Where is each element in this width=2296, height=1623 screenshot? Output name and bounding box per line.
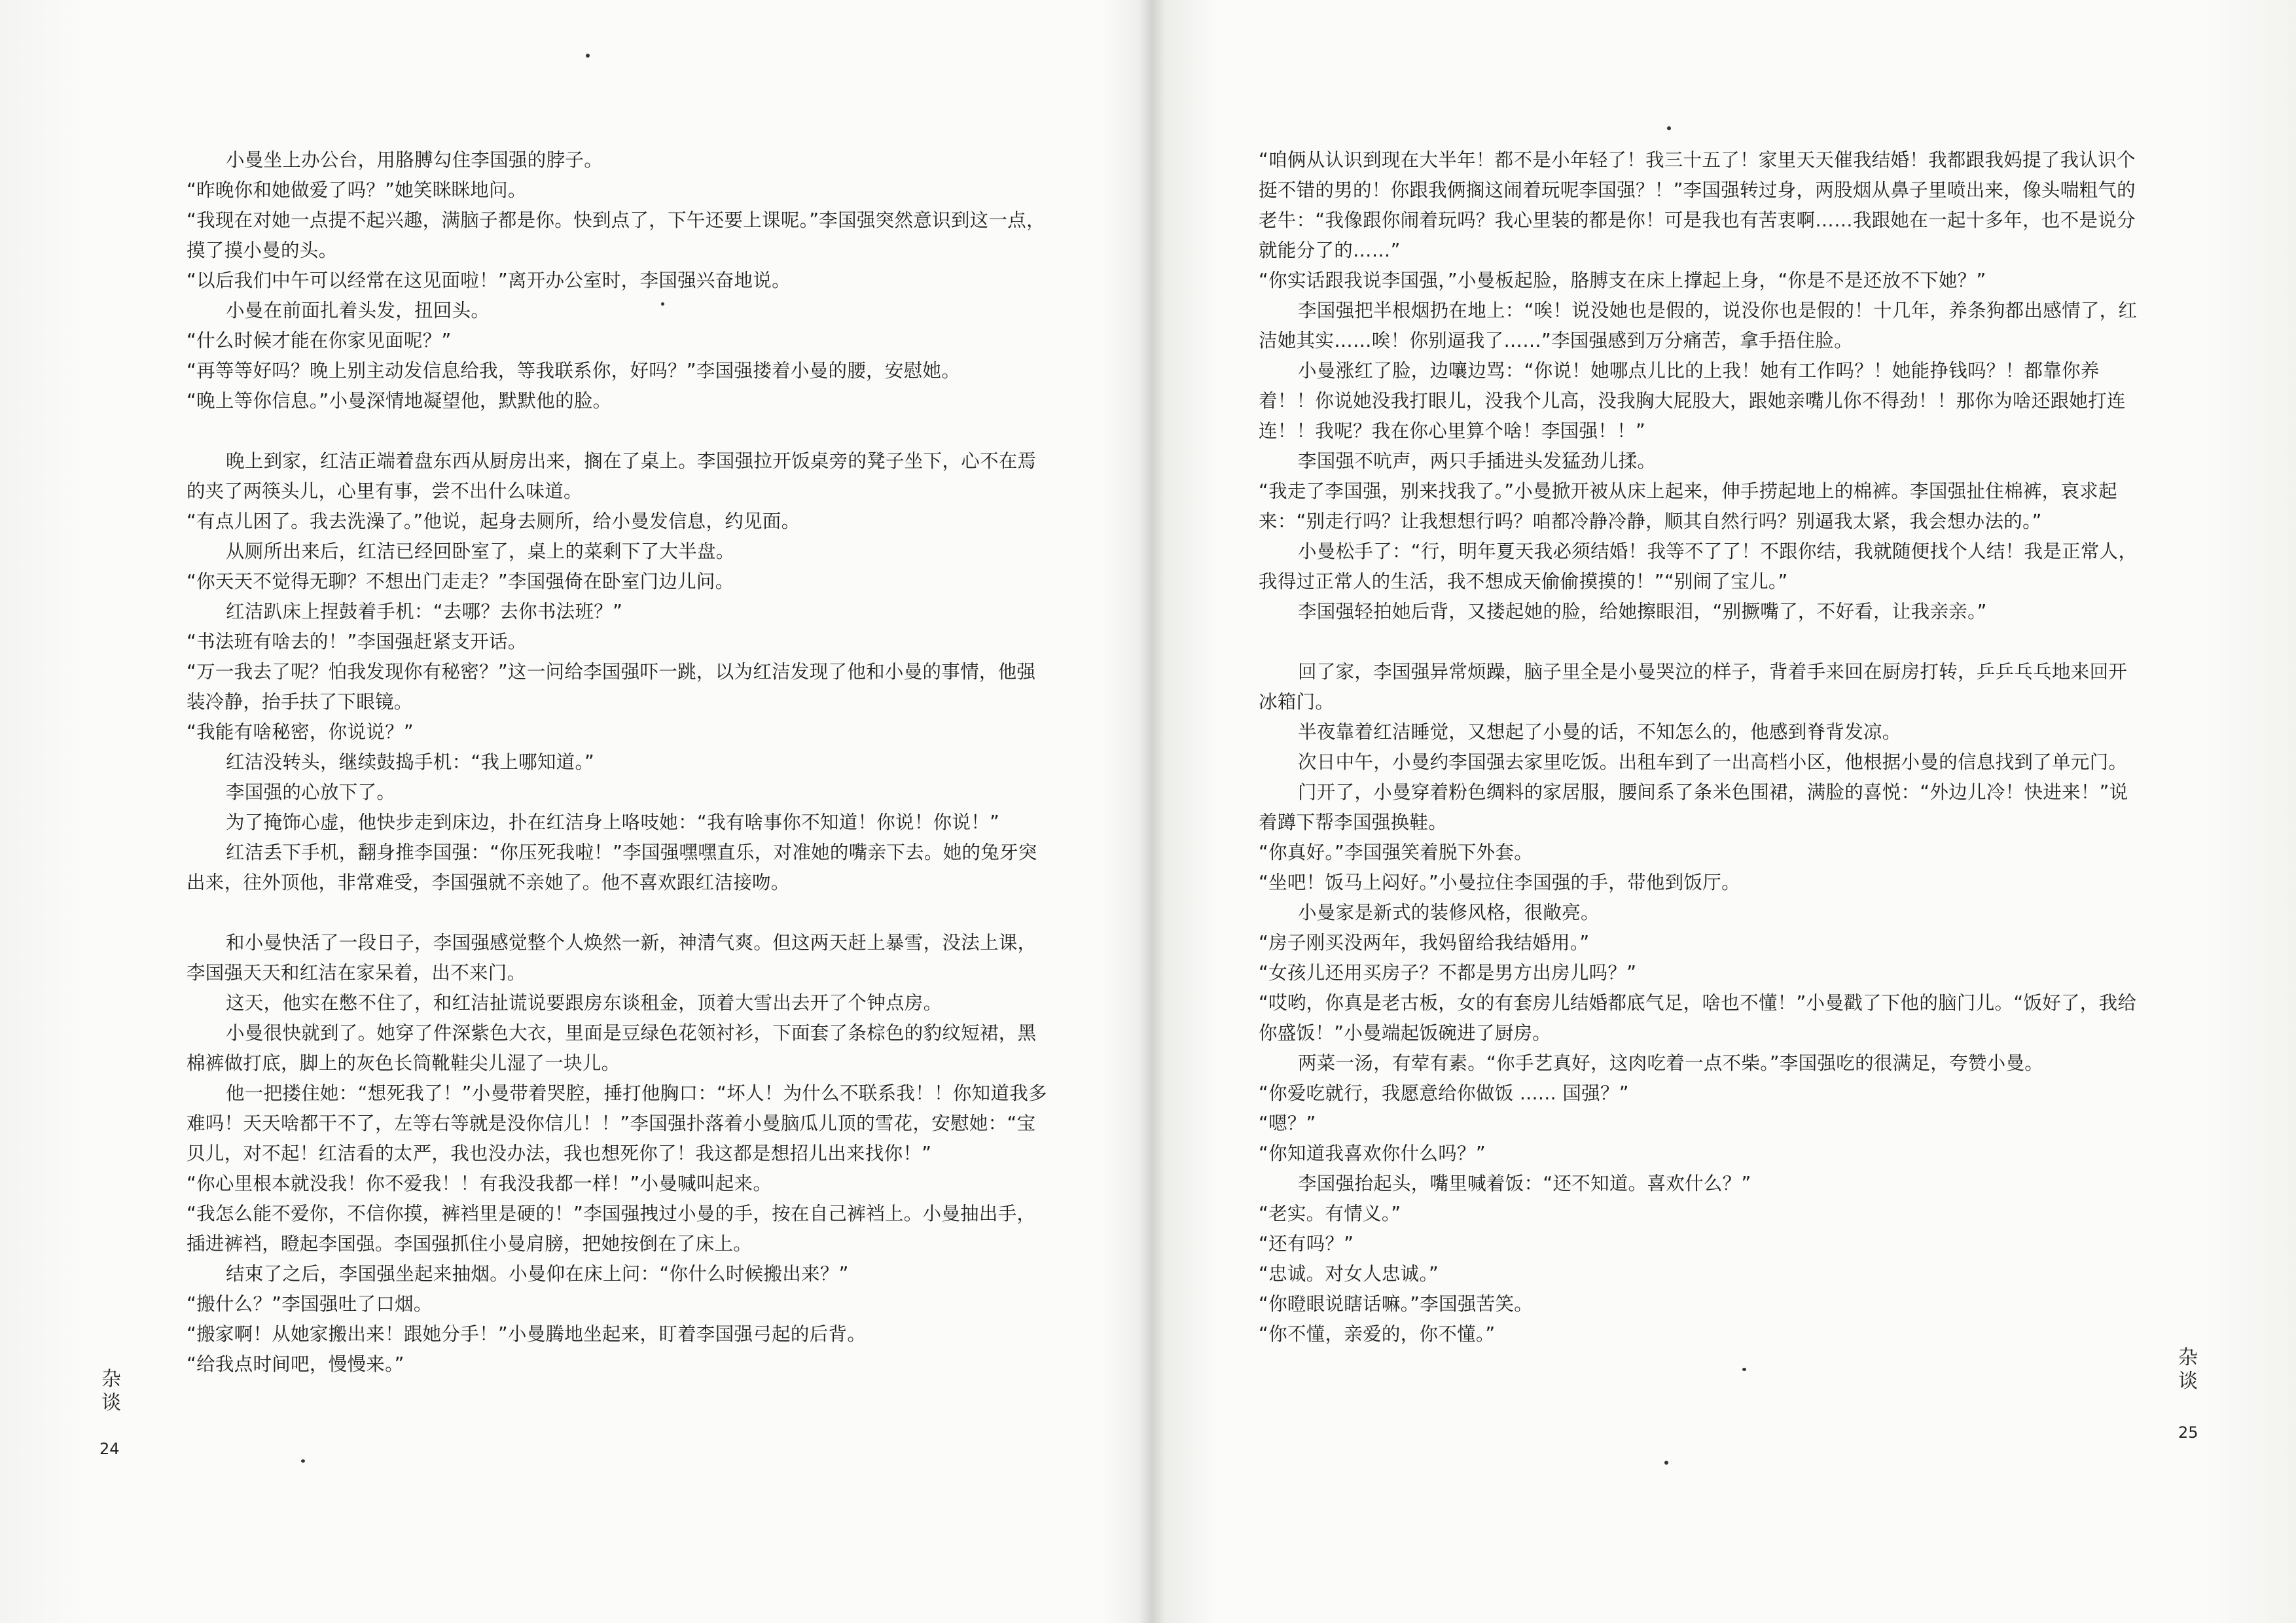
paragraph: “咱俩从认识到现在大半年！都不是小年轻了！我三十五了！家里天天催我结婚！我都跟我妈提了我认识个挺不错的男的！你跟我俩搁这闹着玩呢李国强？！”李国强转过身，两股烟从鼻子里喷出来，像头喘粗气的老牛：“我像跟你闹着玩吗？我心里装的都是你！可是我也有苦衷啊……我跟她在一起十多年，也不是说分就能分了的……” — [1259, 149, 2136, 261]
paragraph: “忠诚。对女人忠诚。” — [1259, 1263, 1439, 1285]
paragraph: “搬家啊！从她家搬出来！跟她分手！”小曼腾地坐起来，盯着李国强弓起的后背。 — [187, 1323, 867, 1345]
paragraph: 次日中午，小曼约李国强去家里吃饭。出租车到了一出高档小区，他根据小曼的信息找到了单元门。 — [1298, 751, 2128, 773]
paragraph: 李国强把半根烟扔在地上：“唉！说没她也是假的，说没你也是假的！十几年，养条狗都出感情了，红洁她其实……唉！你别逼我了……”李国强感到万分痛苦，拿手捂住脸。 — [1259, 300, 2138, 351]
paragraph: “我现在对她一点提不起兴趣，满脑子都是你。快到点了，下午还要上课呢。”李国强突然意识到这一点，摸了摸小曼的头。 — [187, 209, 1045, 261]
paragraph: 李国强抬起头，嘴里喊着饭：“还不知道。喜欢什么？” — [1298, 1173, 1751, 1194]
paragraph: “女孩儿还用买房子？不都是男方出房儿吗？” — [1259, 962, 1637, 984]
column-label: 杂谈 — [2178, 1346, 2198, 1393]
paragraph: “你真好。”李国强笑着脱下外套。 — [1259, 842, 1534, 863]
paragraph: “给我点时间吧，慢慢来。” — [187, 1353, 404, 1375]
paragraph: 结束了之后，李国强坐起来抽烟。小曼仰在床上问：“你什么时候搬出来？” — [226, 1263, 849, 1285]
speck — [586, 54, 590, 58]
right-page-body — [1259, 145, 2139, 1349]
paragraph: “什么时候才能在你家见面呢？” — [187, 330, 452, 351]
paragraph: 这天，他实在憋不住了，和红洁扯谎说要跟房东谈租金，顶着大雪出去开了个钟点房。 — [226, 992, 942, 1014]
paragraph: “晚上等你信息。”小曼深情地凝望他，默默他的脸。 — [187, 390, 612, 412]
paragraph: 小曼在前面扎着头发，扭回头。 — [226, 300, 490, 321]
paragraph: “万一我去了呢？怕我发现你有秘密？”这一问给李国强吓一跳，以为红洁发现了他和小曼的事情，他强装冷静，抬手扶了下眼镜。 — [187, 661, 1036, 713]
paragraph: 他一把搂住她：“想死我了！”小曼带着哭腔，捶打他胸口：“坏人！为什么不联系我！！你知道我多难吗！天天啥都干不了，左等右等就是没你信儿！！”李国强扑落着小曼脑瓜儿顶的雪花，安慰她：“宝贝儿，对不起！红洁看的太严，我也没办法，我也想死你了！我这都是想招儿出来找你！” — [187, 1082, 1047, 1164]
paragraph: “你知道我喜欢你什么吗？” — [1259, 1143, 1486, 1164]
paragraph: 半夜靠着红洁睡觉，又想起了小曼的话，不知怎么的，他感到脊背发凉。 — [1298, 721, 1901, 743]
paragraph: “再等等好吗？晚上别主动发信息给我，等我联系你，好吗？”李国强搂着小曼的腰，安慰她。 — [187, 360, 961, 382]
section-break — [187, 416, 1054, 446]
paragraph: “坐吧！饭马上闷好。”小曼拉住李国强的手，带他到饭厅。 — [1259, 872, 1740, 893]
paragraph: “还有吗？” — [1259, 1233, 1354, 1255]
speck — [1664, 1461, 1668, 1465]
paragraph: 李国强不吭声，两只手插进头发猛劲儿揉。 — [1298, 450, 1657, 472]
paragraph: “我能有啥秘密，你说说？” — [187, 721, 414, 743]
paragraph: “有点儿困了。我去洗澡了。”他说，起身去厕所，给小曼发信息，约见面。 — [187, 510, 800, 532]
page-number: 25 — [2178, 1423, 2198, 1442]
paragraph: “我怎么能不爱你，不信你摸，裤裆里是硬的！”李国强拽过小曼的手，按在自己裤裆上。小曼抽出手，插进裤裆，瞪起李国强。李国强抓住小曼肩膀，把她按倒在了床上。 — [187, 1203, 1036, 1255]
section-break — [1259, 627, 2139, 657]
paragraph: 门开了，小曼穿着粉色绸料的家居服，腰间系了条米色围裙，满脸的喜悦：“外边儿冷！快进来！”说着蹲下帮李国强换鞋。 — [1259, 781, 2128, 833]
paragraph: 小曼家是新式的装修风格，很敞亮。 — [1298, 902, 1600, 923]
paragraph: “房子刚买没两年，我妈留给我结婚用。” — [1259, 932, 1590, 954]
paragraph: 晚上到家，红洁正端着盘东西从厨房出来，搁在了桌上。李国强拉开饭桌旁的凳子坐下，心不在焉的夹了两筷头儿，心里有事，尝不出什么味道。 — [187, 450, 1037, 502]
speck — [1667, 126, 1671, 130]
paragraph: 小曼很快就到了。她穿了件深紫色大衣，里面是豆绿色花领衬衫，下面套了条棕色的豹纹短裙，黑棉裤做打底，脚上的灰色长筒靴鞋尖儿湿了一块儿。 — [187, 1022, 1037, 1074]
paragraph: 小曼松手了：“行，明年夏天我必须结婚！我等不了了！不跟你结，我就随便找个人结！我是正常人，我得过正常人的生活，我不想成天偷偷摸摸的！”“别闹了宝儿。” — [1259, 541, 2138, 592]
paragraph: “嗯？” — [1259, 1113, 1316, 1134]
paragraph: 红洁丢下手机，翻身推李国强：“你压死我啦！”李国强嘿嘿直乐，对准她的嘴亲下去。她的兔牙突出来，往外顶他，非常难受，李国强就不亲她了。他不喜欢跟红洁接吻。 — [187, 842, 1037, 893]
paragraph: “你不懂，亲爱的，你不懂。” — [1259, 1323, 1496, 1345]
paragraph: 两菜一汤，有荤有素。“你手艺真好，这肉吃着一点不柴。”李国强吃的很满足，夸赞小曼。 — [1298, 1052, 2044, 1074]
paragraph: “你爱吃就行，我愿意给你做饭 ...... 国强？” — [1259, 1082, 1629, 1104]
section-break — [187, 898, 1054, 928]
paragraph: “以后我们中午可以经常在这见面啦！”离开办公室时，李国强兴奋地说。 — [187, 270, 791, 291]
paragraph: 和小曼快活了一段日子，李国强感觉整个人焕然一新，神清气爽。但这两天赶上暴雪，没法上课，李国强天天和红洁在家呆着，出不来门。 — [187, 932, 1037, 984]
paragraph: 李国强轻拍她后背，又搂起她的脸，给她擦眼泪，“别撅嘴了，不好看，让我亲亲。” — [1298, 601, 1987, 622]
speck — [301, 1459, 305, 1463]
paragraph: 红洁没转头，继续鼓捣手机：“我上哪知道。” — [226, 751, 595, 773]
page-number: 24 — [99, 1440, 120, 1458]
paragraph: “你瞪眼说瞎话嘛。”李国强苦笑。 — [1259, 1293, 1534, 1315]
right-page — [1149, 0, 2296, 1623]
paragraph: 红洁趴床上捏鼓着手机：“去哪？去你书法班？” — [226, 601, 623, 622]
column-label: 杂谈 — [101, 1368, 121, 1414]
paragraph: “书法班有啥去的！”李国强赶紧支开话。 — [187, 631, 527, 652]
left-page-body — [187, 145, 1054, 1380]
paragraph: 小曼涨红了脸，边嚷边骂：“你说！她哪点儿比的上我！她有工作吗？！她能挣钱吗？！都靠你养着！！你说她没我打眼儿，没我个儿高，没我胸大屁股大，跟她亲嘴儿你不得劲！！那你为啥还跟她打连连！！我呢？我在你心里算个啥！李国强！！” — [1259, 360, 2126, 442]
paragraph: “老实。有情义。” — [1259, 1203, 1401, 1224]
paragraph: 从厕所出来后，红洁已经回卧室了，桌上的菜剩下了大半盘。 — [226, 541, 735, 562]
paragraph: 回了家，李国强异常烦躁，脑子里全是小曼哭泣的样子，背着手来回在厨房打转，乒乒乓乓地来回开冰箱门。 — [1259, 661, 2128, 713]
paragraph: “你实话跟我说李国强，”小曼板起脸，胳膊支在床上撑起上身，“你是不是还放不下她？” — [1259, 270, 1986, 291]
paragraph: 为了掩饰心虚，他快步走到床边，扑在红洁身上咯吱她：“我有啥事你不知道！你说！你说！” — [226, 812, 1000, 833]
speck — [661, 302, 664, 306]
paragraph: “我走了李国强，别来找我了。”小曼掀开被从床上起来，伸手捞起地上的棉裤。李国强扯住棉裤，哀求起来：“别走行吗？让我想想行吗？咱都冷静冷静，顺其自然行吗？别逼我太紧，我会想办法的。” — [1259, 480, 2117, 532]
paragraph: “你天天不觉得无聊？不想出门走走？”李国强倚在卧室门边儿问。 — [187, 571, 734, 592]
paragraph: 小曼坐上办公台，用胳膊勾住李国强的脖子。 — [226, 149, 603, 171]
paragraph: “昨晚你和她做爱了吗？”她笑眯眯地问。 — [187, 179, 527, 201]
paragraph: 李国强的心放下了。 — [226, 781, 396, 803]
paragraph: “哎哟，你真是老古板，女的有套房儿结婚都底气足，啥也不懂！”小曼戳了下他的脑门儿。“饭好了，我给你盛饭！”小曼端起饭碗进了厨房。 — [1259, 992, 2137, 1044]
paragraph: “搬什么？”李国强吐了口烟。 — [187, 1293, 433, 1315]
speck — [1742, 1368, 1746, 1371]
paragraph: “你心里根本就没我！你不爱我！！有我没我都一样！”小曼喊叫起来。 — [187, 1173, 772, 1194]
